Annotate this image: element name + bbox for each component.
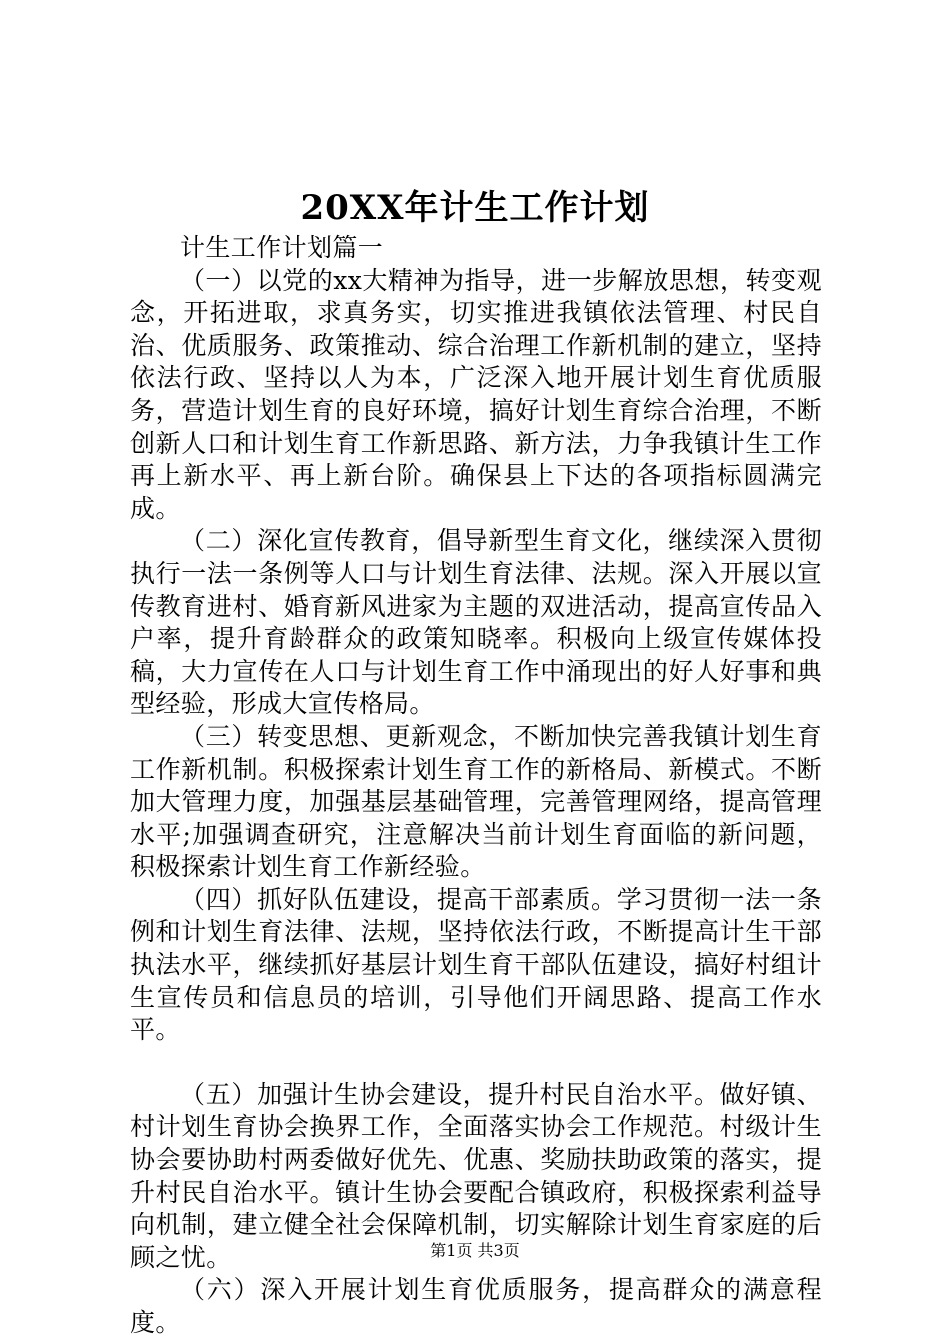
paragraph-3: （三）转变思想、更新观念，不断加快完善我镇计划生育工作新机制。积极探索计划生育工作的新格局、新模式。不断加大管理力度，加强基层基础管理，完善管理网络，提高管理水平;加强调查研究，注意解决当前计划生育面临的新问题，积极探索计划生育工作新经验。 xyxy=(130,721,822,882)
paragraph-gap xyxy=(130,1047,822,1079)
section-heading: 计生工作计划篇一 xyxy=(180,233,384,262)
page-footer: 第1页 共3页 xyxy=(430,1241,520,1260)
paragraph-5: （五）加强计生协会建设，提升村民自治水平。做好镇、村计划生育协会换界工作，全面落实协会工作规范。村级计生协会要协助村两委做好优先、优惠、奖励扶助政策的落实，提升村民自治水平。镇计生协会要配合镇政府，积极探索利益导向机制，建立健全社会保障机制，切实解除计划生育家庭的后顾之忧。 xyxy=(130,1079,822,1272)
paragraph-2: （二）深化宣传教育，倡导新型生育文化，继续深入贯彻执行一法一条例等人口与计划生育法律、法规。深入开展以宣传教育进村、婚育新风进家为主题的双进活动，提高宣传品入户率，提升育龄群众的政策知晓率。积极向上级宣传媒体投稿，大力宣传在人口与计划生育工作中涌现出的好人好事和典型经验，形成大宣传格局。 xyxy=(130,526,822,719)
document-body xyxy=(130,232,822,1340)
paragraph-1: （一）以党的xx大精神为指导，进一步解放思想，转变观念，开拓进取，求真务实，切实推进我镇依法管理、村民自治、优质服务、政策推动、综合治理工作新机制的建立，坚持依法行政、坚持以人为本，广泛深入地开展计划生育优质服务，营造计划生育的良好环境，搞好计划生育综合治理，不断创新人口和计划生育工作新思路、新方法，力争我镇计生工作再上新水平、再上新台阶。确保县上下达的各项指标圆满完成。 xyxy=(130,265,822,523)
paragraph-4: （四）抓好队伍建设，提高干部素质。学习贯彻一法一条例和计划生育法律、法规，坚持依法行政，不断提高计生干部执法水平，继续抓好基层计划生育干部队伍建设，搞好村组计生宣传员和信息员的培训，引导他们开阔思路、提高工作水平。 xyxy=(130,884,822,1045)
paragraph-6: （六）深入开展计划生育优质服务，提高群众的满意程度。 xyxy=(130,1275,822,1337)
document-title: 20XX年计生工作计划 xyxy=(300,188,650,228)
